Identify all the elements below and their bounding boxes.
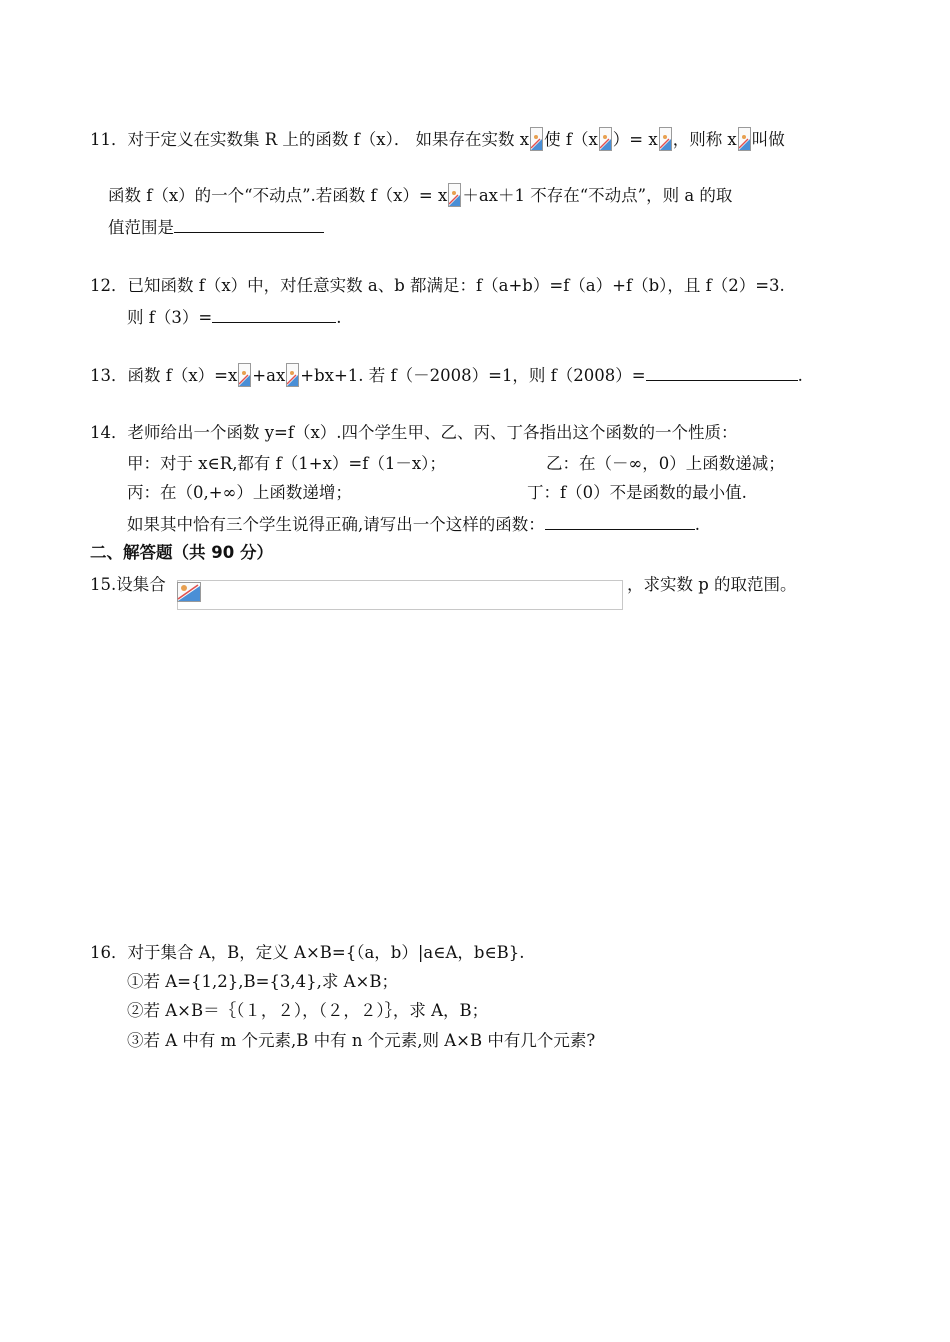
q16-item3: [127, 1029, 595, 1053]
q16-subquestion: ③若 A 中有 m 个元素,B 中有 n 个元素,则 A×B 中有几个元素?: [127, 1031, 596, 1050]
q15-text: 15.设集合: [90, 575, 166, 594]
q11-text: ）= x: [612, 130, 658, 149]
image-placeholder-icon: [530, 127, 543, 151]
q11-text: 叫做: [751, 130, 785, 149]
q11-text: 使 f（x: [544, 130, 598, 149]
image-placeholder-icon: [659, 127, 672, 151]
formula-image-placeholder: [177, 580, 623, 610]
answer-blank[interactable]: [646, 362, 798, 381]
q14-property: 乙：在（－∞，0）上函数递减；: [546, 454, 785, 473]
q12-line1: [90, 274, 785, 298]
image-placeholder-icon: [177, 582, 201, 602]
q12-text: .: [336, 308, 342, 327]
q14-line1: [90, 421, 738, 445]
answer-blank[interactable]: [212, 304, 336, 323]
q11-text: 11．对于定义在实数集 R 上的函数 f（x）． 如果存在实数 x: [90, 130, 530, 149]
q15-text: ，求实数 p 的取范围。: [627, 575, 797, 594]
q12-line2: [127, 304, 341, 330]
q12-text: 12．已知函数 f（x）中，对任意实数 a、b 都满足：f（a+b）=f（a）+f（b），且 f（2）=3.: [90, 276, 785, 295]
q12-text: 则 f（3）=: [127, 308, 213, 327]
q14-yi: [546, 452, 785, 476]
q14-property: 甲：对于 x∈R,都有 f（1+x）=f（1－x）；: [127, 454, 446, 473]
q15-line-end: [627, 573, 797, 597]
image-placeholder-icon: [599, 127, 612, 151]
q16-subquestion: ②若 A×B＝｛（１，２），（２，２）｝，求 A，B；: [127, 1001, 489, 1020]
q16-item2: [127, 999, 488, 1023]
image-placeholder-icon: [448, 183, 461, 207]
q14-property: 丙：在（0,+∞）上函数递增；: [127, 483, 352, 502]
q14-text: 14．老师给出一个函数 y=f（x）.四个学生甲、乙、丙、丁各指出这个函数的一个性质：: [90, 423, 738, 442]
q11-line1: [90, 127, 785, 152]
q16-line1: [90, 941, 525, 965]
section-title: 二、解答题（共 90 分）: [90, 543, 273, 562]
q14-property: 丁：f（0）不是函数的最小值.: [527, 483, 747, 502]
q11-text: 值范围是: [108, 218, 174, 237]
q11-line3: [108, 214, 324, 240]
q16-item1: [127, 970, 398, 994]
q11-text: ，则称 x: [672, 130, 737, 149]
q13-line: [90, 362, 803, 388]
image-placeholder-icon: [286, 363, 299, 387]
section-heading: [90, 541, 273, 565]
q11-text: 函数 f（x）的一个“不动点”.若函数 f（x）= x: [108, 186, 448, 205]
q14-bing: [127, 481, 352, 505]
q13-text: .: [797, 366, 803, 385]
answer-blank[interactable]: [174, 214, 324, 233]
q11-text: ＋ax＋1 不存在“不动点”，则 a 的取: [462, 186, 733, 205]
q16-subquestion: ①若 A={1,2},B={3,4},求 A×B；: [127, 972, 399, 991]
q14-text: .: [694, 515, 700, 534]
q14-line4: [127, 511, 700, 537]
q13-text: +ax: [252, 366, 286, 385]
q16-text: 16．对于集合 A，B，定义 A×B={（a，b）|a∈A，b∈B}.: [90, 943, 525, 962]
q13-text: +bx+1. 若 f（－2008）=1，则 f（2008）=: [300, 366, 646, 385]
q14-ding: [527, 481, 747, 505]
answer-blank[interactable]: [545, 511, 695, 530]
image-placeholder-icon: [738, 127, 751, 151]
q15-line: [90, 573, 166, 597]
q11-line2: [108, 183, 732, 208]
q13-text: 13．函数 f（x）=x: [90, 366, 238, 385]
q14-jia: [127, 452, 446, 476]
image-placeholder-icon: [238, 363, 251, 387]
q14-text: 如果其中恰有三个学生说得正确,请写出一个这样的函数：: [127, 515, 545, 534]
